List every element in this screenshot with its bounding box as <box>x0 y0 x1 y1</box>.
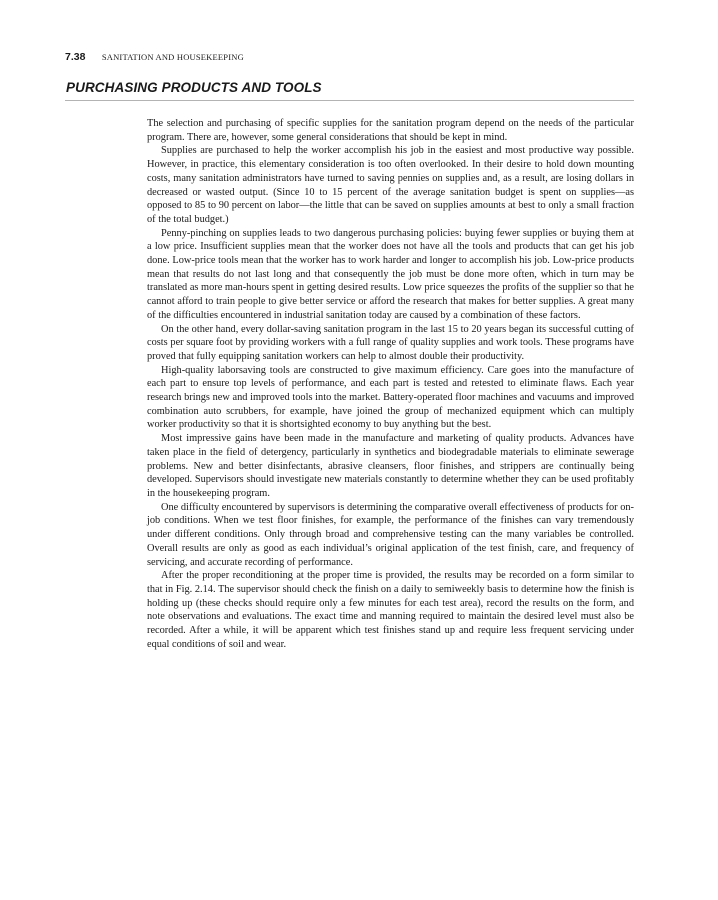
paragraph: Supplies are purchased to help the worker accomplish his job in the easiest and most productive way possible. However, in practice, this elementary consideration is too often overlooked. In their desire to hold down mounting costs, many sanitation administrators have turned to saving pennies on supplies and, as a result, are losing dollars in decreased or wasted output. (Since 10 to 15 percent of the average sanitation budget is spent on supplies—as opposed to 85 to 90 percent on labor—the little that can be saved on supplies amounts at best to only a small fraction of the total budget.) <box>147 145 634 225</box>
paragraph: Most impressive gains have been made in the manufacture and marketing of quality products. Advances have taken place in the field of detergency, particularly in synthetics and biodegradable materials to eliminate sewerage problems. New and better disinfectants, abrasive cleansers, floor finishes, and strippers are continually being developed. Supervisors should investigate new materials constantly to determine whether they can be used profitably in the housekeeping program. <box>147 433 634 499</box>
paragraph: The selection and purchasing of specific supplies for the sanitation program depend on the needs of the particular program. There are, however, some general considerations that should be kept in mind. <box>147 118 634 143</box>
page-number: 7.38 <box>65 51 86 63</box>
paragraph: High-quality laborsaving tools are constructed to give maximum efficiency. Care goes into the manufacture of each part to ensure top levels of performance, and each part is tested and retested to eliminate flaws. Each year research brings new and improved tools into the market. Battery-operated floor machines and vacuums and improved combination auto scrubbers, for example, have joined the group of mechanized equipment which can multiply worker productivity so that it is shortsighted economy to buy anything but the best. <box>147 364 634 431</box>
section-title: PURCHASING PRODUCTS AND TOOLS <box>66 80 322 95</box>
body-text <box>147 117 634 651</box>
running-title: SANITATION AND HOUSEKEEPING <box>101 52 244 62</box>
paragraph: Penny-pinching on supplies leads to two dangerous purchasing policies: buying fewer supplies or buying them at a low price. Insufficient supplies mean that the worker does not have all the tools and products that can get his job done. Low-price tools mean that the worker has to work harder and longer to accomplish his job. Low-price products mean that results do not last long and that consequently the job must be done more often, which in turn may be translated as more man-hours spent in getting desired results. Low price squeezes the profits of the supplier so that he cannot afford to train people to give better service or afford the research that makes for better supplies. A great many of the difficulties encountered in industrial sanitation today are caused by a combination of these factors. <box>147 227 634 321</box>
paragraph: On the other hand, every dollar-saving sanitation program in the last 15 to 20 years began its successful cutting of costs per square foot by providing workers with a full range of quality supplies and work tools. These programs have proved that fully equipping sanitation workers can help to almost double their productivity. <box>147 323 634 362</box>
section-title-rule <box>65 100 634 101</box>
running-head <box>65 51 244 63</box>
paragraph: After the proper reconditioning at the proper time is provided, the results may be recorded on a form similar to that in Fig. 2.14. The supervisor should check the finish on a daily to semiweekly basis to determine how the finish is holding up (these checks should require only a few minutes for each test area), record the results on the form, and note observations and evaluations. The exact time and manning required to maintain the desired level must also be recorded. After a while, it will be apparent which test finishes stand up and require less frequent servicing under equal conditions of soil and wear. <box>147 570 634 650</box>
paragraph: One difficulty encountered by supervisors is determining the comparative overall effectiveness of products for on-job conditions. When we test floor finishes, for example, the performance of the finishes can vary tremendously under different conditions. Only through broad and comprehensive testing can the many variables be controlled. Overall results are only as good as each individual’s original application of the test finish, care, and frequency of servicing, and accurate recording of performance. <box>147 501 634 568</box>
